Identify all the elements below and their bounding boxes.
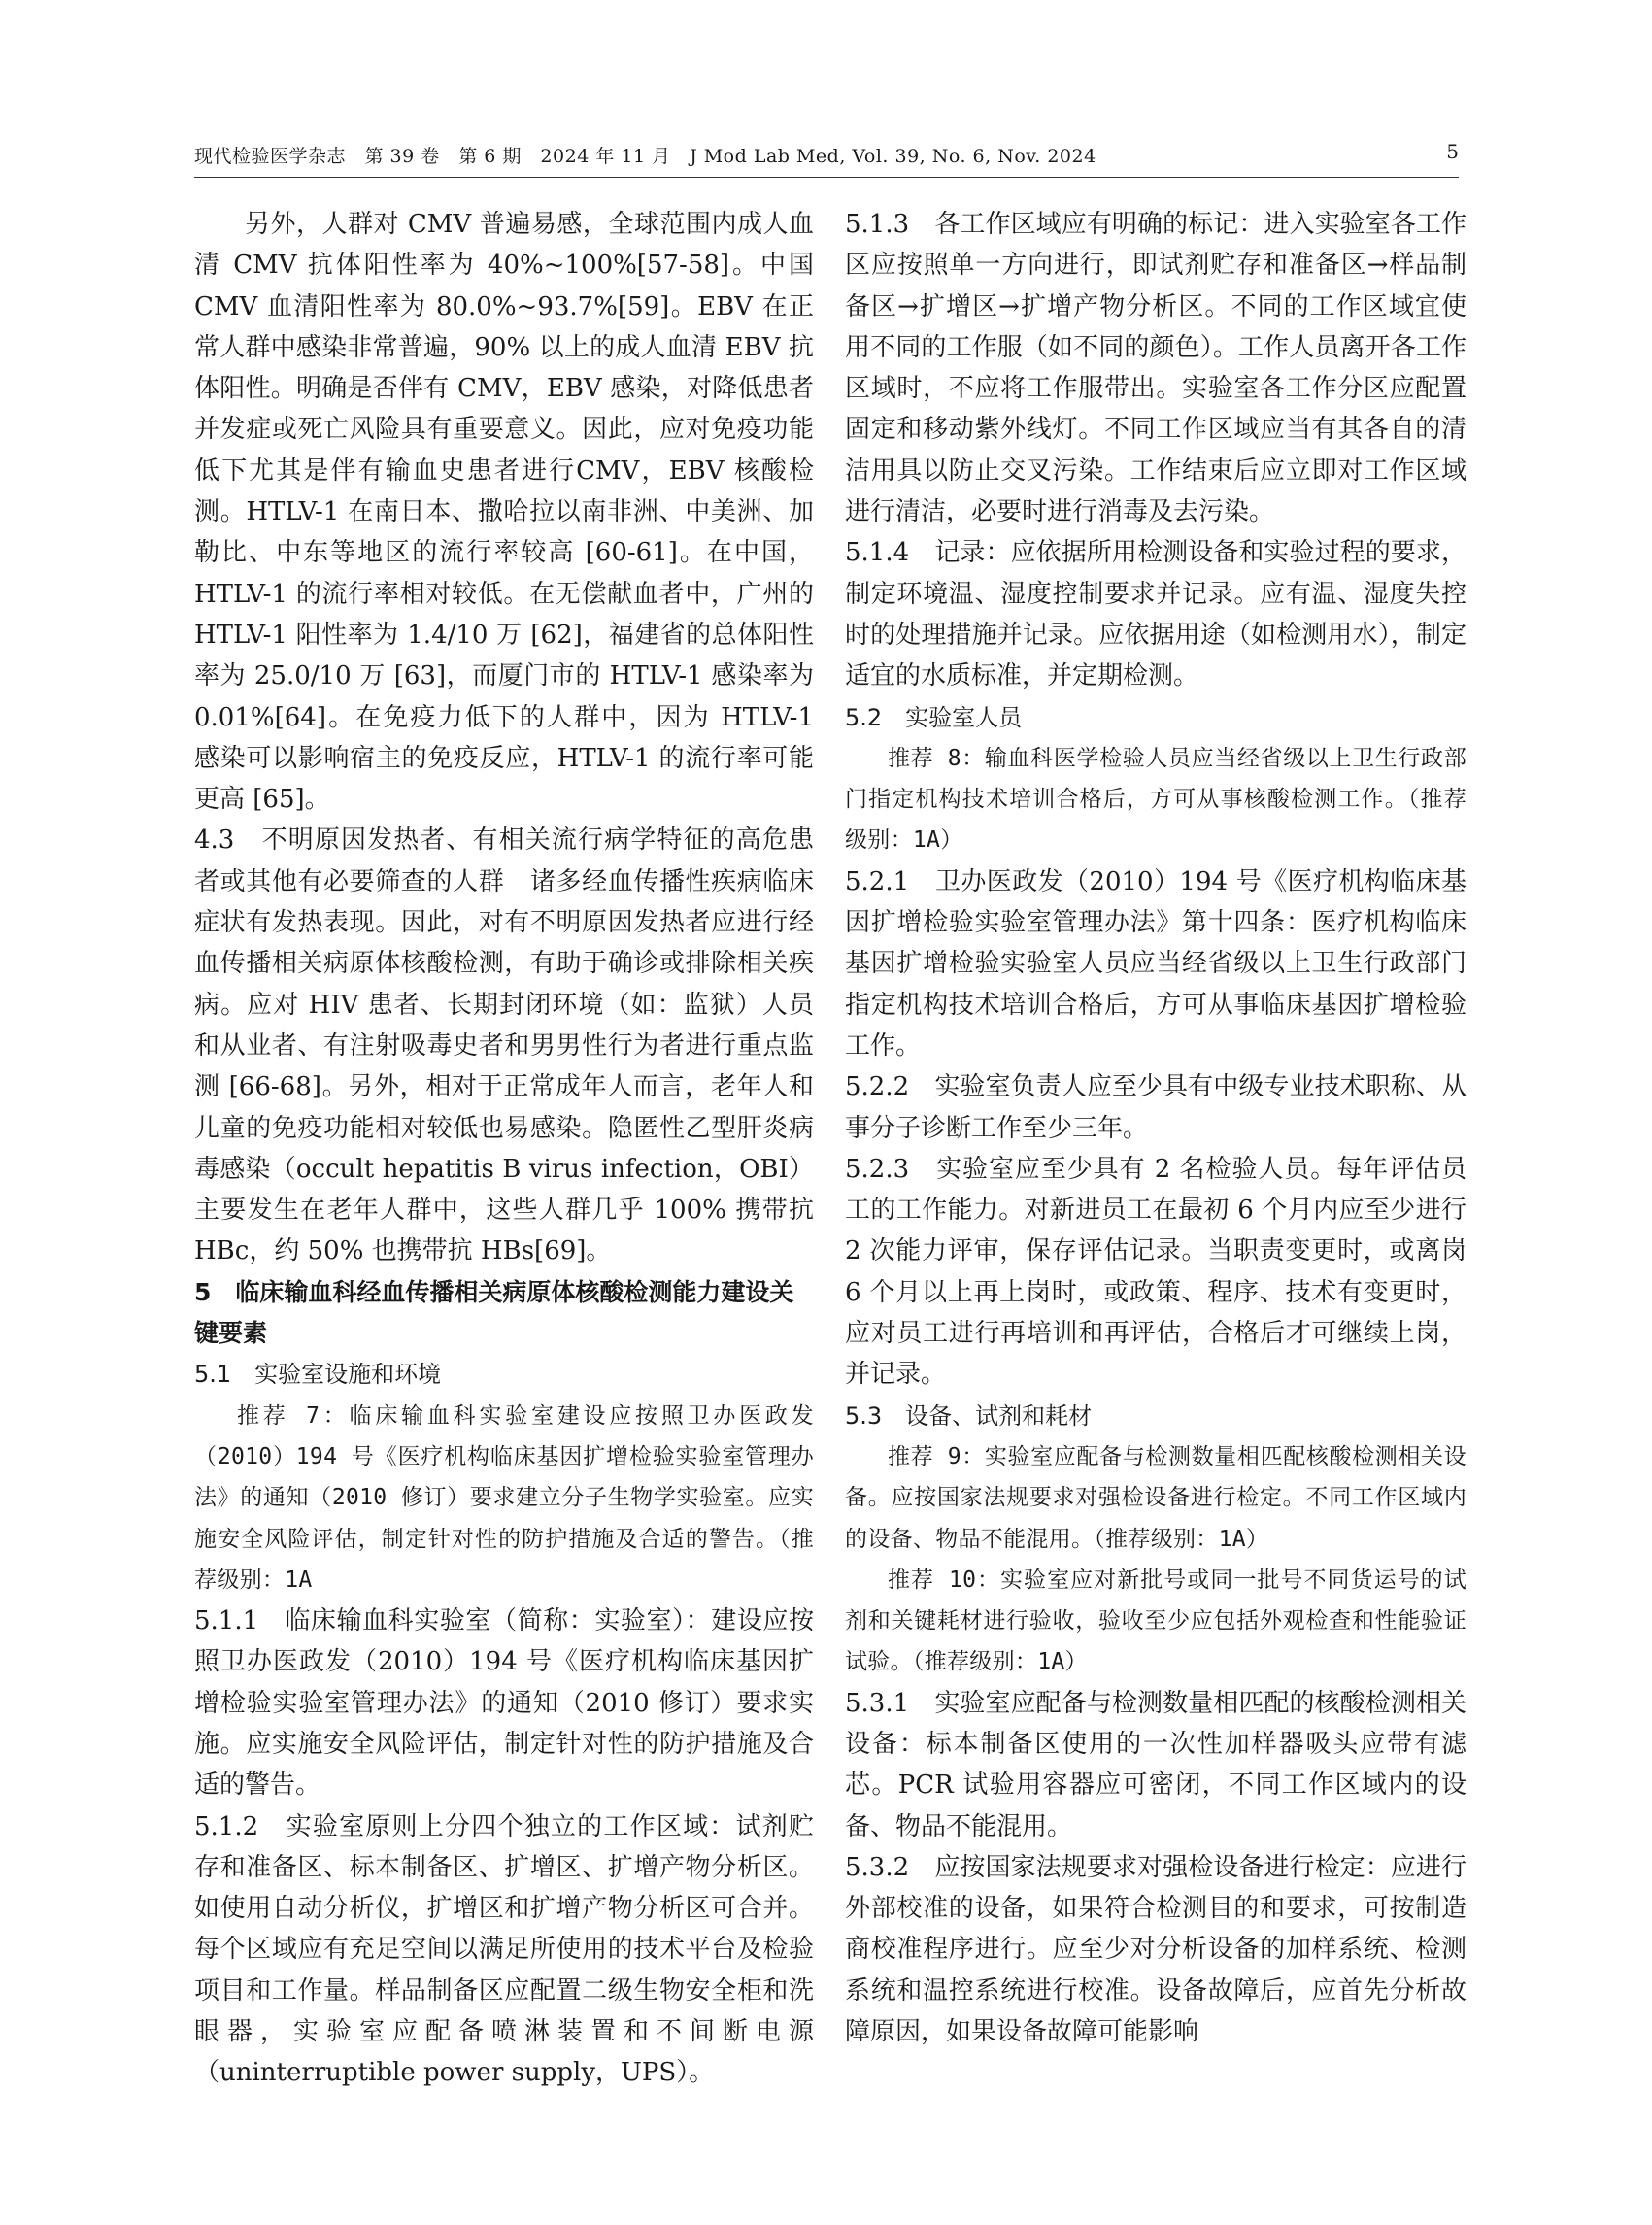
page-number: 5 <box>1446 140 1459 163</box>
section-5-2-1: 5.2.1 卫办医政发（2010）194 号《医疗机构临床基因扩增检验实验室管理办法》第十四条：医疗机构临床基因扩增检验实验室人员应当经省级以上卫生行政部门指定机构技术培训合格后，方可从事临床基因扩增检验工作。 <box>845 866 1467 1061</box>
left-column <box>194 204 814 2094</box>
running-header <box>194 136 1459 178</box>
section-5-heading: 5 临床输血科经血传播相关病原体核酸检测能力建设关键要素 <box>194 1277 794 1348</box>
journal-citation: 现代检验医学杂志 第 39 卷 第 6 期 2024 年 11 月 J Mod Lab Med, Vol. 39, No. 6, Nov. 2024 <box>194 146 1096 167</box>
section-5-1-3: 5.1.3 各工作区域应有明确的标记：进入实验室各工作区应按照单一方向进行，即试剂贮存和准备区→样品制备区→扩增区→扩增产物分析区。不同的工作区域宜使用不同的工作服（如不同的颜色）。工作人员离开各工作区域时，不应将工作服带出。实验室各工作分区应配置固定和移动紫外线灯。不同工作区域应当有其各自的清洁用具以防止交叉污染。工作结束后应立即对工作区域进行清洁，必要时进行消毒及去污染。 <box>845 210 1467 527</box>
section-5-3-1: 5.3.1 实验室应配备与检测数量相匹配的核酸检测相关设备：标本制备区使用的一次性加样器吸头应带有滤芯。PCR 试验用容器应可密闭，不同工作区域内的设备、物品不能混用。 <box>845 1688 1467 1841</box>
section-5-3-heading: 5.3 设备、试剂和耗材 <box>845 1401 1093 1430</box>
recommendation-8: 推荐 8：输血科医学检验人员应当经省级以上卫生行政部门指定机构技术培训合格后，方可从事核酸检测工作。（推荐级别：1A） <box>845 745 1467 854</box>
section-4-3: 4.3 不明原因发热者、有相关流行病学特征的高危患者或其他有必要筛查的人群 诸多经血传播性疾病临床症状有发热表现。因此，对有不明原因发热者应进行经血传播相关病原体核酸检测，有助于确诊或排除相关疾病。应对 HIV 患者、长期封闭环境（如：监狱）人员和从业者、有注射吸毒史者和男男性行为者进行重点监测 [66-68]。另外，相对于正常成年人而言，老年人和儿童的免疫功能相对较低也易感染。隐匿性乙型肝炎病毒感染（occult hepatitis B virus infection，OBI）主要发生在老年人群中，这些人群几乎 100% 携带抗 HBc，约 50% 也携带抗 HBs[69]。 <box>194 826 814 1266</box>
recommendation-7: 推荐 7：临床输血科实验室建设应按照卫办医政发（2010）194 号《医疗机构临床基因扩增检验实验室管理办法》的通知（2010 修订）要求建立分子生物学实验室。应实施安全风险评估，制定针对性的防护措施及合适的警告。（推荐级别：1A <box>194 1402 814 1593</box>
section-5-2-2: 5.2.2 实验室负责人应至少具有中级专业技术职称、从事分子诊断工作至少三年。 <box>845 1072 1467 1143</box>
section-5-1-4: 5.1.4 记录：应依据所用检测设备和实验过程的要求，制定环境温、湿度控制要求并记录。应有温、湿度失控时的处理措施并记录。应依据用途（如检测用水），制定适宜的水质标准，并定期检测。 <box>845 538 1467 691</box>
right-column <box>845 204 1467 2052</box>
recommendation-9: 推荐 9：实验室应配备与检测数量相匹配核酸检测相关设备。应按国家法规要求对强检设备进行检定。不同工作区域内的设备、物品不能混用。（推荐级别：1A） <box>845 1443 1467 1552</box>
paragraph-cmv-ebv-htlv: 另外，人群对 CMV 普遍易感，全球范围内成人血清 CMV 抗体阳性率为 40%~100%[57-58]。中国 CMV 血清阳性率为 80.0%~93.7%[59]。EBV 在正常人群中感染非常普遍，90% 以上的成人血清 EBV 抗体阳性。明确是否伴有 CMV，EBV 感染，对降低患者并发症或死亡风险具有重要意义。因此，应对免疫功能低下尤其是伴有输血史患者进行CMV，EBV 核酸检测。HTLV-1 在南日本、撒哈拉以南非洲、中美洲、加勒比、中东等地区的流行率较高 [60-61]。在中国，HTLV-1 的流行率相对较低。在无偿献血者中，广州的 HTLV-1 阳性率为 1.4/10 万 [62]，福建省的总体阳性率为 25.0/10 万 [63]，而厦门市的 HTLV-1 感染率为 0.01%[64]。在免疫力低下的人群中，因为 HTLV-1 感染可以影响宿主的免疫反应，HTLV-1 的流行率可能更高 [65]。 <box>194 210 814 815</box>
section-5-3-2: 5.3.2 应按国家法规要求对强检设备进行检定：应进行外部校准的设备，如果符合检测目的和要求，可按制造商校准程序进行。应至少对分析设备的加样系统、检测系统和温控系统进行校准。设备故障后，应首先分析故障原因，如果设备故障可能影响 <box>845 1852 1467 2047</box>
section-5-1-2: 5.1.2 实验室原则上分四个独立的工作区域：试剂贮存和准备区、标本制备区、扩增区、扩增产物分析区。如使用自动分析仪，扩增区和扩增产物分析区可合并。每个区域应有充足空间以满足所使用的技术平台及检验项目和工作量。样品制备区应配置二级生物安全柜和洗眼器，实验室应配备喷淋装置和不间断电源（uninterruptible power supply，UPS）。 <box>194 1811 814 2088</box>
section-5-2-heading: 5.2 实验室人员 <box>845 703 1023 731</box>
section-5-2-3: 5.2.3 实验室应至少具有 2 名检验人员。每年评估员工的工作能力。对新进员工在最初 6 个月内应至少进行 2 次能力评审，保存评估记录。当职责变更时，或离岗 6 个月以上再上岗时，或政策、程序、技术有变更时，应对员工进行再培训和再评估，合格后才可继续上岗，并记录。 <box>845 1154 1467 1390</box>
section-5-1-heading: 5.1 实验室设施和环境 <box>194 1361 442 1389</box>
section-5-1-1: 5.1.1 临床输血科实验室（简称：实验室）：建设应按照卫办医政发（2010）194 号《医疗机构临床基因扩增检验实验室管理办法》的通知（2010 修订）要求实施。应实施安全风险评估，制定针对性的防护措施及合适的警告。 <box>194 1606 814 1801</box>
recommendation-10: 推荐 10：实验室应对新批号或同一批号不同货运号的试剂和关键耗材进行验收，验收至少应包括外观检查和性能验证试验。（推荐级别：1A） <box>845 1567 1467 1675</box>
